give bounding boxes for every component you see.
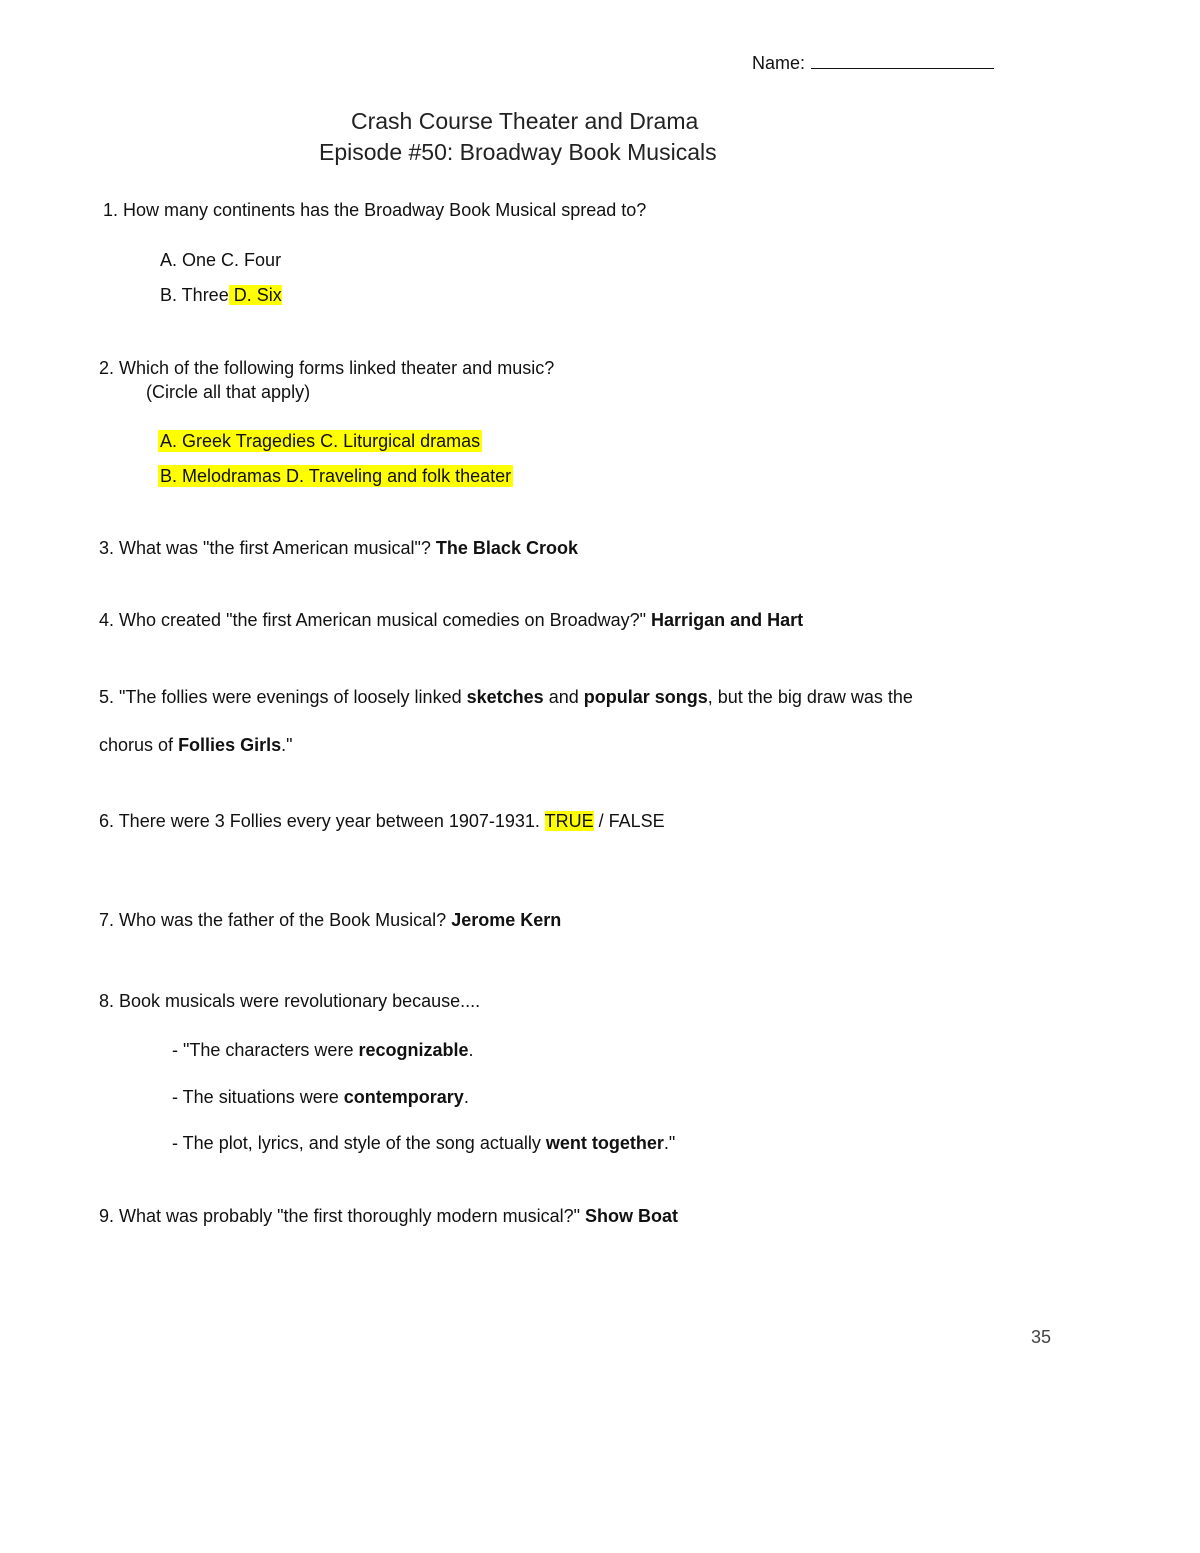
q2-options-b-d[interactable]: B. Melodramas D. Traveling and folk theater	[160, 466, 512, 486]
page-subtitle: Episode #50: Broadway Book Musicals	[319, 139, 717, 165]
q7-answer: Jerome Kern	[451, 910, 562, 930]
q8-answer-went-together: went together	[545, 1133, 664, 1153]
question-5-line-2	[99, 734, 293, 756]
question-2: 2. Which of the following forms linked theater and music?	[99, 358, 555, 378]
question-4	[99, 609, 803, 631]
q3-text: 3. What was "the first American musical"?	[99, 538, 431, 558]
question-6	[99, 810, 665, 832]
question-2-note: (Circle all that apply)	[146, 382, 311, 402]
q8-point-2-text: - The situations were	[172, 1087, 339, 1107]
q1-option-c[interactable]: C. Four	[221, 250, 282, 270]
q5-answer-popular-songs: popular songs	[583, 687, 708, 707]
q7-text: 7. Who was the father of the Book Musical?	[99, 910, 447, 930]
q1-row-1	[160, 249, 281, 271]
q1-option-b[interactable]: B. Three	[160, 285, 229, 305]
page-title: Crash Course Theater and Drama	[351, 108, 699, 134]
question-3	[99, 537, 578, 559]
q2-row-1	[158, 430, 482, 452]
q5-text-2: and	[548, 687, 579, 707]
q4-text: 4. Who created "the first American musical comedies on Broadway?"	[99, 610, 647, 630]
page-number: 35	[1031, 1327, 1052, 1347]
q8-answer-recognizable: recognizable	[358, 1040, 469, 1060]
name-label: Name:	[752, 53, 806, 73]
q8-point-3-end: ."	[663, 1133, 676, 1153]
name-blank-line[interactable]	[811, 54, 994, 69]
q5-answer-follies-girls: Follies Girls	[178, 735, 282, 755]
name-field	[752, 52, 994, 74]
q8-point-3-text: - The plot, lyrics, and style of the song actually	[172, 1133, 541, 1153]
q8-point-2-end: .	[463, 1087, 469, 1107]
q5-text-4: chorus of	[99, 735, 174, 755]
q1-row-2	[160, 284, 282, 306]
q6-text: 6. There were 3 Follies every year between 1907-1931.	[99, 811, 540, 831]
question-5-line-1	[99, 686, 913, 708]
question-9	[99, 1205, 678, 1227]
question-1: 1. How many continents has the Broadway Book Musical spread to?	[103, 200, 647, 220]
question-7	[99, 909, 561, 931]
q9-answer: Show Boat	[585, 1206, 679, 1226]
q8-point-1-text: - "The characters were	[172, 1040, 354, 1060]
q8-point-1-end: .	[468, 1040, 474, 1060]
q8-point-2	[172, 1086, 469, 1108]
q5-text-3: , but the big draw was the	[707, 687, 913, 707]
q8-answer-contemporary: contemporary	[343, 1087, 464, 1107]
q1-option-d[interactable]: D. Six	[229, 285, 282, 305]
q5-text-1: 5. "The follies were evenings of loosely linked	[99, 687, 462, 707]
q8-point-3	[172, 1132, 675, 1154]
q1-option-a[interactable]: A. One	[160, 250, 217, 270]
q5-text-5: ."	[281, 735, 293, 755]
q2-options-a-c[interactable]: A. Greek Tragedies C. Liturgical dramas	[160, 431, 481, 451]
q9-text: 9. What was probably "the first thoroughly modern musical?"	[99, 1206, 580, 1226]
q6-false-option[interactable]: / FALSE	[598, 811, 665, 831]
q4-answer: Harrigan and Hart	[651, 610, 804, 630]
q3-answer: The Black Crook	[435, 538, 578, 558]
q6-true-option[interactable]: TRUE	[544, 811, 594, 831]
q5-answer-sketches: sketches	[466, 687, 544, 707]
q2-row-2	[158, 465, 513, 487]
question-8: 8. Book musicals were revolutionary because....	[99, 991, 481, 1011]
q8-point-1	[172, 1039, 474, 1061]
